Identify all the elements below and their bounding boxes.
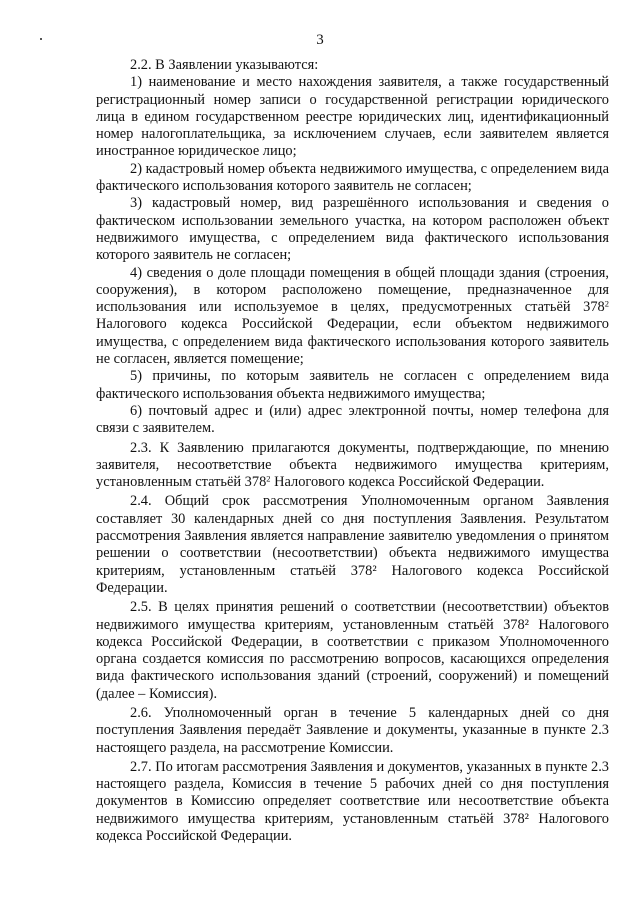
paragraph-text: 2.7. По итогам рассмотрения Заявления и документов, указанных в пункте 2.3 настоящего раздела, Комиссия в течение 5 рабочих дней со дня поступления документов в Комиссию определяет соответствие или несоответствие объекта недвижимого имущества критериям, установленным статьёй 378² Налогового кодекса Российской Федерации. xyxy=(96,758,609,845)
paragraph-text: 2.3. К Заявлению прилагаются документы, подтверждающие, по мнению заявителя, несоответствие объекта недвижимого имущества критериям, установленным статьёй 378 xyxy=(96,439,609,491)
paragraph-text: 2.5. В целях принятия решений о соответствии (несоответствии) объектов недвижимого имущества критериям, установленным статьёй 378² Налогового кодекса Российской Федерации, в соответствии с приказом Уполномоченного органа создается комиссия по рассмотрению вопросов, касающихся определения вида фактического использования зданий (строений, сооружений) и помещений (далее – Комиссия). xyxy=(96,599,609,702)
paragraph-text: 1) наименование и место нахождения заявителя, а также государственный регистрационный номер записи о государственной регистрации юридического лица в едином государственном реестре юридических лиц, идентификационный номер налогоплательщика, за исключением случаев, если заявителем является иностранное юридическое лицо; xyxy=(96,74,609,160)
paragraph-p11 xyxy=(96,705,609,757)
paragraph-text: 2.6. Уполномоченный орган в течение 5 календарных дней со дня поступления Заявления передаёт Заявление и документы, указанные в пункте 2.3 настоящего раздела, на рассмотрение Комиссии. xyxy=(96,704,609,756)
paragraph-p2 xyxy=(96,74,609,160)
page-number: 3 xyxy=(316,32,324,48)
paragraph-text: Налогового кодекса Российской Федерации, если объектом недвижимого имущества, с определением вида фактического использования которого заявитель не согласен, является помещение; xyxy=(96,316,609,368)
paragraph-p9 xyxy=(96,493,609,597)
paragraph-p1 xyxy=(96,57,609,74)
paragraph-p7 xyxy=(96,403,609,438)
paragraph-p5 xyxy=(96,265,609,369)
paragraph-text: 2) кадастровый номер объекта недвижимого имущества, с определением вида фактического использования которого заявитель не согласен; xyxy=(96,160,609,195)
paragraph-text: 6) почтовый адрес и (или) адрес электронной почты, номер телефона для связи с заявителем. xyxy=(96,402,609,437)
paragraph-text: 5) причины, по которым заявитель не согласен с определением вида фактического использования объекта недвижимого имущества; xyxy=(96,368,609,402)
paragraph-p4 xyxy=(96,195,609,264)
superscript: 2 xyxy=(266,473,271,484)
paragraph-text: 3) кадастровый номер, вид разрешённого использования и сведения о фактическом использовании земельного участка, на котором расположен объект недвижимого имущества, с определением вида фактического использования которого заявитель не согласен; xyxy=(96,195,609,264)
superscript: 2 xyxy=(604,298,609,309)
paragraph-text: 2.4. Общий срок рассмотрения Уполномоченным органом Заявления составляет 30 календарных дней со дня поступления Заявления. Результатом рассмотрения Заявления является направление заявителю уведомления о принятом решении о соответствии (несоответствии) объекта недвижимого имущества критериям, установленным статьёй 378² Налогового кодекса Российской Федерации. xyxy=(96,493,609,596)
paragraph-p8 xyxy=(96,440,609,492)
paragraph-p3 xyxy=(96,161,609,196)
document-body xyxy=(96,57,609,845)
paragraph-p10 xyxy=(96,599,609,703)
paragraph-p12 xyxy=(96,759,609,845)
paragraph-text: Налогового кодекса Российской Федерации. xyxy=(270,474,545,491)
paragraph-text: 2.2. В Заявлении указываются: xyxy=(130,57,319,73)
paragraph-text: 4) сведения о доле площади помещения в общей площади здания (строения, сооружения), в котором расположено помещение, предназначенное для использования или используемое в целях, предусмотренных статьёй 378 xyxy=(96,264,609,316)
paragraph-p6 xyxy=(96,368,609,403)
